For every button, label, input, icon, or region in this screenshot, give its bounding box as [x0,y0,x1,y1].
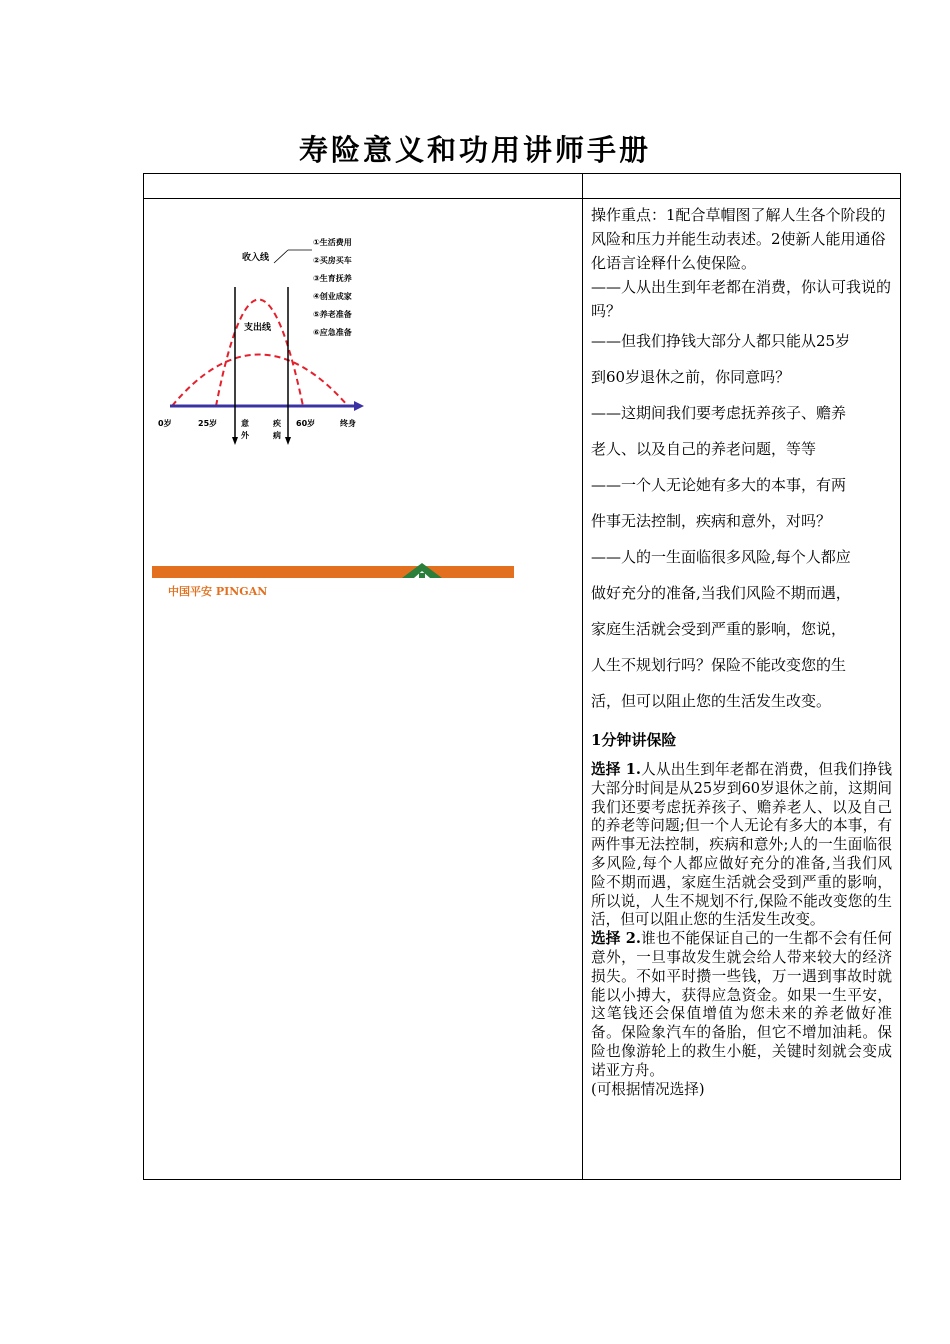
axis-label-end: 终身 [340,419,356,428]
choice1-text: 人从出生到年老都在消费，但我们挣钱大部分时间是从25岁到60岁退休之前，这期间我们还要考虑抚养孩子、赡养老人、以及自己的养老等问题;但一个人无论有多大的本事，有两件事无法控制，疾病和意外;人的一生面临很多风险,每个人都应做好充分的准备,当我们风险不期而遇，家庭生活就会受到严重的影响，所以说，人生不规划不行,保险不能改变您的生活，但可以阻止您的生活发生改变。 [591,761,892,929]
handbook-table [143,173,901,1180]
section-title: 1分钟讲保险 [591,731,677,749]
note-line: 人生不规划行吗？保险不能改变您的生 [591,656,847,674]
note-line: ——这期间我们要考虑抚养孩子、赡养 [591,404,847,422]
income-curve [216,300,303,407]
note-line: ——但我们挣钱大部分人都只能从25岁 [591,332,851,350]
legend-item: ②买房买车 [313,256,352,265]
axis-label-0: 0岁 [158,419,172,428]
straw-hat-chart [156,213,381,458]
note-line: 到60岁退休之前，你同意吗？ [591,368,791,386]
choices-block [591,761,892,1101]
accident-label: 外 [241,431,249,440]
legend-item: ④创业成家 [313,292,352,301]
axis-arrowhead [354,401,364,411]
header-cell-right [583,174,901,199]
income-label: 收入线 [242,253,270,263]
illness-label: 病 [273,431,281,440]
choice2-label: 选择 2. [591,930,642,948]
page-title: 寿险意义和功用讲师手册 [298,133,651,167]
notes-cell [583,199,901,1180]
header-cell-left [144,174,583,199]
header-row [144,174,901,199]
logo-text: 中国平安 PINGAN [168,585,268,598]
accident-label: 意 [241,419,249,428]
expense-curve [172,355,348,407]
note-line: ——人从出生到年老都在消费，你认可我说的吗？ [591,278,892,320]
expense-label: 支出线 [244,323,272,333]
note-line: 做好充分的准备,当我们风险不期而遇， [591,584,851,602]
legend-item: ①生活费用 [313,238,352,247]
operation-notes [583,199,900,1101]
choice2-text: 谁也不能保证自己的一生都不会有任何意外，一旦事故发生就会给人带来较大的经济损失。不如平时攒一些钱，万一遇到事故时就能以小搏大，获得应急资金。如果一生平安，这笔钱还会保值增值为您未来的养老做好准备。保险象汽车的备胎，但它不增加油耗。保险也像游轮上的救生小艇，关键时刻就会变成诺亚方舟。 [591,930,892,1079]
choice1-label: 选择 1. [591,761,642,778]
chart-cell [144,199,583,1180]
legend-item: ⑤养老准备 [313,310,352,319]
illness-label: 疾 [273,419,281,428]
note-line: 操作重点：1配合草帽图了解人生各个阶段的风险和压力并能生动表述。2使新人能用通俗化语言诠释什么使保险。 [591,206,886,272]
content-row [144,199,901,1180]
axis-label-60: 60岁 [296,419,316,428]
legend-item: ③生育抚养 [313,274,352,283]
note-line: ——一个人无论她有多大的本事，有两 [591,476,847,494]
note-line: 家庭生活就会受到严重的影响，您说， [591,620,847,638]
legend-item: ⑥应急准备 [313,328,352,337]
pingan-logo [152,563,514,603]
note-line: 老人、以及自己的养老问题，等等 [591,440,817,458]
axis-label-25: 25岁 [198,419,218,428]
footer-note: (可根据情况选择) [591,1080,705,1098]
note-line: 件事无法控制，疾病和意外，对吗？ [591,512,832,530]
note-line: 活，但可以阻止您的生活发生改变。 [591,692,832,710]
note-line: ——人的一生面临很多风险,每个人都应 [591,548,851,566]
